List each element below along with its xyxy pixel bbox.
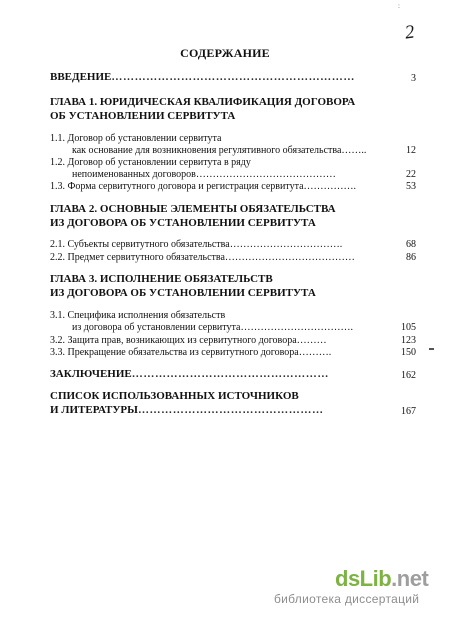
toc-item-3-3[interactable]: 3.3. Прекращение обязательства из сервитутного договора………. <box>50 347 332 358</box>
chapter2-title-line1[interactable]: ГЛАВА 2. ОСНОВНЫЕ ЭЛЕМЕНТЫ ОБЯЗАТЕЛЬСТВА <box>50 203 336 215</box>
toc-item-1-1-page: 12 <box>406 145 416 156</box>
toc-sources-page: 167 <box>401 406 416 417</box>
toc-intro-label[interactable]: ВВЕДЕНИЕ……………………………………………………… <box>50 71 355 83</box>
toc-item-1-2-line2[interactable]: непоименованных договоров…………………………………… <box>72 169 336 180</box>
toc-item-3-2-page: 123 <box>401 335 416 346</box>
toc-item-2-2[interactable]: 2.2. Предмет сервитутного обязательства………………………………… <box>50 252 355 263</box>
toc-sources-line2[interactable]: И ЛИТЕРАТУРЫ………………………………………… <box>50 404 324 416</box>
toc-item-3-3-page: 150 <box>401 347 416 358</box>
toc-conclusion-page: 162 <box>401 370 416 381</box>
toc-conclusion-label[interactable]: ЗАКЛЮЧЕНИЕ…………………………………………… <box>50 368 329 380</box>
chapter1-title-line2[interactable]: ОБ УСТАНОВЛЕНИИ СЕРВИТУТА <box>50 110 236 122</box>
toc-item-3-1-line1[interactable]: 3.1. Специфика исполнения обязательств <box>50 310 226 321</box>
toc-item-3-2[interactable]: 3.2. Защита прав, возникающих из сервитутного договора……… <box>50 335 327 346</box>
chapter2-title-line2[interactable]: ИЗ ДОГОВОРА ОБ УСТАНОВЛЕНИИ СЕРВИТУТА <box>50 217 316 229</box>
chapter3-title-line1[interactable]: ГЛАВА 3. ИСПОЛНЕНИЕ ОБЯЗАТЕЛЬСТВ <box>50 273 273 285</box>
chapter3-title-line2[interactable]: ИЗ ДОГОВОРА ОБ УСТАНОВЛЕНИИ СЕРВИТУТА <box>50 287 316 299</box>
margin-mark <box>429 348 434 350</box>
toc-intro-page: 3 <box>411 73 416 84</box>
toc-item-3-1-page: 105 <box>401 322 416 333</box>
toc-item-1-2-line1[interactable]: 1.2. Договор об установлении сервитута в ряду <box>50 157 251 168</box>
toc-item-3-1-line2[interactable]: из договора об установлении сервитута……………………………. <box>72 322 353 333</box>
toc-item-2-1[interactable]: 2.1. Субъекты сервитутного обязательства……………………………. <box>50 239 343 250</box>
handwritten-page-number: 2 <box>403 21 416 44</box>
watermark-logo: dsLib.net <box>335 566 429 591</box>
toc-item-1-3-line1[interactable]: 1.3. Форма сервитутного договора и регистрация сервитута……………. <box>50 181 357 192</box>
watermark-tagline: библиотека диссертаций <box>274 592 420 606</box>
chapter1-title-line1[interactable]: ГЛАВА 1. ЮРИДИЧЕСКАЯ КВАЛИФИКАЦИЯ ДОГОВОРА <box>50 96 356 108</box>
toc-item-1-2-page: 22 <box>406 169 416 180</box>
toc-item-1-1-line1[interactable]: 1.1. Договор об установлении сервитута <box>50 133 222 144</box>
corner-mark: : <box>398 2 400 10</box>
toc-sources-line1[interactable]: СПИСОК ИСПОЛЬЗОВАННЫХ ИСТОЧНИКОВ <box>50 390 299 402</box>
toc-title: СОДЕРЖАНИЕ <box>180 46 270 60</box>
toc-item-2-1-page: 68 <box>406 239 416 250</box>
toc-item-1-3-page: 53 <box>406 181 416 192</box>
toc-item-2-2-page: 86 <box>406 252 416 263</box>
toc-item-1-1-line2[interactable]: как основание для возникновения регулятивного обязательства…….. <box>72 145 367 156</box>
